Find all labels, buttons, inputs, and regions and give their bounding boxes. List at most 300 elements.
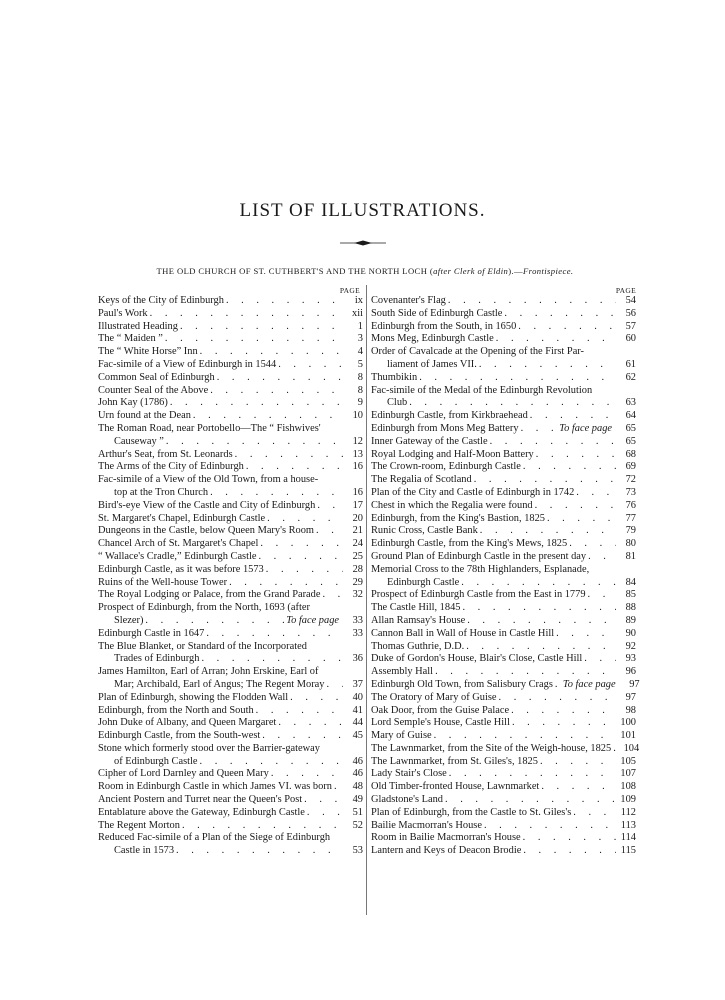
illustration-title: Ancient Postern and Turret near the Queen's Post [98, 794, 303, 806]
list-item [98, 423, 363, 436]
dot-leader [210, 385, 343, 398]
list-item [98, 768, 363, 781]
list-item [371, 692, 636, 705]
page-number: 76 [625, 499, 636, 511]
page-number: 72 [625, 474, 636, 486]
dot-leader [535, 500, 616, 513]
list-item [371, 346, 636, 359]
list-item [98, 641, 363, 654]
page-number: 10 [352, 410, 363, 422]
dot-leader [150, 308, 343, 321]
illustration-title: Dungeons in the Castle, below Queen Mary's Room [98, 525, 315, 537]
dot-leader [176, 845, 343, 858]
page-number: 28 [352, 563, 363, 575]
page-number: 93 [625, 653, 636, 665]
dot-leader [258, 551, 343, 564]
dot-leader [496, 333, 616, 346]
dot-leader [182, 820, 343, 833]
page-number: 5 [357, 358, 363, 370]
page-number: 1 [357, 320, 363, 332]
dot-leader [480, 525, 616, 538]
illustration-title: Prospect of Edinburgh Castle from the East in 1779 [371, 589, 586, 601]
dot-leader [504, 308, 616, 321]
page-number: 113 [620, 819, 636, 831]
page-number: 84 [625, 576, 636, 588]
page-number: 46 [352, 755, 363, 767]
dot-leader [235, 449, 343, 462]
list-item [98, 845, 363, 858]
list-item [371, 538, 636, 551]
list-item [98, 820, 363, 833]
page-number: 68 [625, 448, 636, 460]
illustration-title: Trades of Edinburgh [114, 653, 200, 665]
dot-leader [307, 807, 343, 820]
dot-leader [316, 525, 343, 538]
dot-leader [490, 436, 616, 449]
list-item [371, 372, 636, 385]
illustration-title: Edinburgh, from the King's Bastion, 1825 [371, 512, 545, 524]
illustration-title: Fac-simile of a View of Edinburgh in 1544 [98, 358, 277, 370]
illustration-title: Stone which formerly stood over the Barrier-gateway [98, 742, 320, 754]
page-number: 89 [625, 614, 636, 626]
dot-leader [165, 333, 343, 346]
illustration-title: Memorial Cross to the 78th Highlanders, Esplanade, [371, 563, 590, 575]
list-item [98, 538, 363, 551]
dot-leader [461, 577, 616, 590]
page-number: 32 [352, 589, 363, 601]
dot-leader [322, 589, 343, 602]
dot-leader [466, 641, 616, 654]
illustration-title: Ruins of the Well-house Tower [98, 576, 228, 588]
illustration-title: Cipher of Lord Darnley and Queen Mary [98, 768, 269, 780]
page-number: 97 [625, 691, 636, 703]
list-item [98, 564, 363, 577]
illustration-title: Bailie Macmorran's House [371, 819, 482, 831]
frontispiece-suffix: ).— [508, 266, 523, 276]
dot-leader [278, 717, 343, 730]
dot-leader [445, 794, 616, 807]
dot-leader [556, 628, 616, 641]
illustration-title: Edinburgh Castle in 1647 [98, 627, 205, 639]
page-number: 13 [352, 448, 363, 460]
dot-leader [267, 513, 343, 526]
page-number: 64 [625, 410, 636, 422]
list-item [371, 628, 636, 641]
illustration-title: Thomas Guthrie, D.D. [371, 640, 465, 652]
page-number: 8 [357, 371, 363, 383]
illustration-title: Thumbikin [371, 371, 418, 383]
list-item [371, 832, 636, 845]
page-number: 79 [625, 525, 636, 537]
dot-leader [449, 768, 616, 781]
illustration-title: liament of James VII. [387, 358, 477, 370]
dot-leader [217, 372, 343, 385]
list-item [371, 321, 636, 334]
list-item [371, 794, 636, 807]
illustration-title: The Blue Blanket, or Standard of the Incorporated [98, 640, 307, 652]
dot-leader [170, 397, 343, 410]
list-item [98, 308, 363, 321]
page-number: 44 [352, 717, 363, 729]
list-item [371, 717, 636, 730]
illustration-title: Fac-simile of the Medal of the Edinburgh Revolution [371, 384, 593, 396]
dot-leader [573, 807, 616, 820]
list-item [371, 525, 636, 538]
list-item [371, 385, 636, 398]
list-item [371, 513, 636, 526]
page-number: 98 [625, 704, 636, 716]
page-number: 109 [620, 794, 636, 806]
illustration-title: Reduced Fac-simile of a Plan of the Siege of Edinburgh [98, 832, 331, 844]
illustration-title: Assembly Hall [371, 666, 434, 678]
page-number: 48 [352, 781, 363, 793]
illustration-title: Ground Plan of Edinburgh Castle in the present day [371, 550, 587, 562]
illustration-title: Mons Meg, Edinburgh Castle [371, 333, 494, 345]
page-number: 85 [625, 589, 636, 601]
dot-leader [499, 692, 616, 705]
list-item [98, 513, 363, 526]
list-item [371, 768, 636, 781]
dot-leader [541, 781, 616, 794]
list-item [371, 666, 636, 679]
illustration-title: “ Wallace's Cradle,” Edinburgh Castle [98, 550, 257, 562]
list-item [98, 577, 363, 590]
dot-leader [547, 513, 616, 526]
illustration-title: Mary of Guise [371, 730, 432, 742]
dot-leader [334, 781, 343, 794]
dot-leader [260, 538, 343, 551]
page-number: 63 [625, 397, 636, 409]
page-number: 92 [625, 640, 636, 652]
illustration-title: Plan of Edinburgh, showing the Flodden Wall [98, 691, 289, 703]
list-item [98, 333, 363, 346]
illustration-title: Edinburgh Castle, from Kirkbraehead [371, 410, 528, 422]
frontispiece-caption [40, 266, 690, 276]
illustration-title: of Edinburgh Castle [114, 755, 198, 767]
dot-leader [256, 705, 343, 718]
list-item [98, 461, 363, 474]
list-item [98, 589, 363, 602]
page-number: 77 [625, 512, 636, 524]
illustration-title: Cannon Ball in Wall of House in Castle Hill [371, 627, 555, 639]
illustration-title: Old Timber-fronted House, Lawnmarket [371, 781, 540, 793]
right-column [371, 286, 640, 858]
dot-leader [200, 346, 343, 359]
list-item [98, 832, 363, 845]
page-number: 69 [625, 461, 636, 473]
dot-leader [317, 500, 343, 513]
page-number: ix [354, 295, 363, 306]
dot-leader [201, 653, 343, 666]
page-number: 16 [352, 486, 363, 498]
page-number: 115 [620, 845, 636, 857]
list-item [98, 615, 363, 628]
dot-leader [271, 768, 343, 781]
page-number: 100 [620, 717, 636, 729]
page-number: 37 [352, 678, 363, 690]
dot-leader [419, 372, 616, 385]
illustration-title: Chancel Arch of St. Margaret's Chapel [98, 538, 259, 550]
facing-page-note: To face page [286, 614, 339, 626]
list-item [371, 781, 636, 794]
page-number: 73 [625, 486, 636, 498]
illustration-title: Counter Seal of the Above [98, 384, 209, 396]
list-item [98, 397, 363, 410]
page-number: 114 [620, 832, 636, 844]
illustration-title: Urn found at the Dean [98, 410, 191, 422]
page-number: 8 [357, 384, 363, 396]
dot-leader [448, 295, 616, 308]
illustration-title: Royal Lodging and Half-Moon Battery [371, 448, 534, 460]
list-item [98, 730, 363, 743]
list-item [371, 410, 636, 423]
illustration-title: Allan Ramsay's House [371, 614, 466, 626]
list-item [98, 602, 363, 615]
illustration-title: The Crown-room, Edinburgh Castle [371, 461, 521, 473]
dot-leader [540, 756, 616, 769]
illustration-title: Inner Gateway of the Castle [371, 435, 488, 447]
illustration-title: Room in Bailie Macmorran's House [371, 832, 521, 844]
illustration-title: Mar; Archibald, Earl of Angus; The Regent Moray [114, 678, 325, 690]
page-column-header: PAGE [339, 286, 360, 295]
page-number: 3 [357, 333, 363, 345]
list-item [371, 474, 636, 487]
list-item [371, 359, 636, 372]
page-number: 88 [625, 602, 636, 614]
list-item [371, 730, 636, 743]
page-number: 16 [352, 461, 363, 473]
list-item [371, 449, 636, 462]
list-item [98, 500, 363, 513]
page-number: 108 [620, 781, 636, 793]
page-number: 17 [352, 499, 363, 511]
right-entries-list [371, 295, 640, 858]
facing-page-note: To face page [562, 678, 616, 690]
dot-leader [200, 756, 343, 769]
list-item [371, 333, 636, 346]
list-item [371, 423, 636, 436]
page-number: 54 [625, 295, 636, 306]
illustration-title: Room in Edinburgh Castle in which James VI. was born [98, 781, 332, 793]
list-item [371, 589, 636, 602]
dot-leader [434, 730, 616, 743]
page-number: 40 [352, 691, 363, 703]
illustration-title: Edinburgh from Mons Meg Battery [371, 422, 519, 434]
frontispiece-credit: after Clerk of Eldin [433, 266, 509, 276]
dot-leader [145, 615, 284, 628]
page-number: xii [352, 307, 363, 319]
list-item [371, 820, 636, 833]
page-number: 46 [352, 768, 363, 780]
list-item [98, 781, 363, 794]
list-item [98, 385, 363, 398]
dot-leader [246, 461, 343, 474]
page-number: 101 [620, 730, 636, 742]
page-number: 57 [625, 320, 636, 332]
column-divider [366, 285, 367, 915]
list-item [371, 742, 640, 756]
list-item [371, 461, 636, 474]
dot-leader [536, 449, 616, 462]
illustration-title: Edinburgh Castle, from the King's Mews, 1825 [371, 538, 568, 550]
dot-leader [523, 845, 616, 858]
illustration-title: The Oratory of Mary of Guise [371, 691, 497, 703]
list-item [98, 705, 363, 718]
illustration-title: The Regalia of Scotland [371, 474, 472, 486]
illustration-title: Edinburgh Old Town, from Salisbury Crags [371, 678, 553, 690]
list-item [371, 500, 636, 513]
page-number: 65 [625, 435, 636, 447]
illustration-title: Fac-simile of a View of the Old Town, from a house- [98, 474, 319, 486]
page-number: 36 [352, 653, 363, 665]
dot-leader [530, 410, 616, 423]
list-item [98, 295, 363, 308]
dot-leader [576, 487, 616, 500]
illustration-title: Club [387, 397, 408, 409]
illustration-title: Order of Cavalcade at the Opening of the First Par- [371, 346, 585, 358]
dot-leader [511, 705, 616, 718]
page-number: 52 [352, 819, 363, 831]
page-number: 20 [352, 512, 363, 524]
page-number: 62 [625, 371, 636, 383]
page-number: 65 [625, 422, 636, 434]
illustration-title: Oak Door, from the Guise Palace [371, 704, 510, 716]
dot-leader [521, 423, 558, 436]
list-item [371, 436, 636, 449]
page-number: 25 [352, 550, 363, 562]
list-item [371, 577, 636, 590]
list-item [371, 641, 636, 654]
illustration-title: John Kay (1786) [98, 397, 168, 409]
frontispiece-title: THE OLD CHURCH OF ST. CUTHBERT'S AND THE NORTH LOCH ( [156, 266, 434, 276]
list-item [98, 653, 363, 666]
illustration-title: St. Margaret's Chapel, Edinburgh Castle [98, 512, 266, 524]
illustration-title: Slezer) [114, 614, 144, 626]
illustration-title: Bird's-eye View of the Castle and City of Edinburgh [98, 499, 316, 511]
page-number: 96 [625, 666, 636, 678]
page-number: 97 [629, 678, 640, 690]
page-number: 53 [352, 845, 363, 857]
page-number: 104 [623, 742, 640, 754]
dot-leader [462, 602, 616, 615]
page-number: 12 [352, 435, 363, 447]
dot-leader [290, 692, 343, 705]
page-number: 80 [625, 538, 636, 550]
illustration-title: The “ Maiden ” [98, 333, 163, 345]
dot-leader [512, 717, 616, 730]
facing-page-note: To face page [559, 422, 612, 434]
illustration-title: South Side of Edinburgh Castle [371, 307, 503, 319]
page-number: 49 [352, 794, 363, 806]
dot-leader [523, 461, 616, 474]
page-number: 33 [352, 627, 363, 639]
illustration-title: The Roman Road, near Portobello—The “ Fishwives' [98, 422, 321, 434]
page-number: 56 [625, 307, 636, 319]
page-number: 24 [352, 538, 363, 550]
illustration-title: Common Seal of Edinburgh [98, 371, 215, 383]
page-number: 105 [620, 755, 636, 767]
dot-leader [409, 397, 616, 410]
list-item [371, 756, 636, 769]
list-item [98, 372, 363, 385]
illustration-title: Gladstone's Land [371, 794, 443, 806]
dot-leader [304, 794, 343, 807]
list-item [371, 295, 636, 308]
page-title: LIST OF ILLUSTRATIONS. [239, 200, 486, 221]
illustration-title: Causeway ” [114, 435, 164, 447]
illustration-title: Duke of Gordon's House, Blair's Close, Castle Hill [371, 653, 583, 665]
list-item [98, 666, 363, 679]
illustration-title: Prospect of Edinburgh, from the North, 1693 (after [98, 602, 310, 614]
illustration-title: The Royal Lodging or Palace, from the Grand Parade [98, 589, 321, 601]
dot-leader [569, 538, 616, 551]
dot-leader [555, 679, 561, 692]
list-item [371, 551, 636, 564]
illustration-title: Castle in 1573 [114, 845, 175, 857]
page-number: 107 [620, 768, 636, 780]
page-number: 4 [357, 346, 363, 358]
list-item [98, 679, 363, 692]
page-number: 51 [352, 806, 363, 818]
list-item [98, 449, 363, 462]
dot-leader [484, 820, 616, 833]
illustration-title: Arthur's Seat, from St. Leonards [98, 448, 233, 460]
illustration-title: Runic Cross, Castle Bank [371, 525, 478, 537]
dot-leader [435, 666, 616, 679]
dot-leader [266, 564, 343, 577]
list-item [371, 845, 636, 858]
illustration-title: Paul's Work [98, 307, 148, 319]
list-item [371, 807, 636, 820]
illustration-title: The Arms of the City of Edinburgh [98, 461, 244, 473]
dot-leader [518, 321, 616, 334]
list-item [98, 743, 363, 756]
dot-leader [278, 359, 343, 372]
page-number: 81 [625, 550, 636, 562]
list-item [98, 525, 363, 538]
illustration-title: Plan of the City and Castle of Edinburgh in 1742 [371, 486, 575, 498]
page-number: 41 [352, 704, 363, 716]
illustration-title: Edinburgh Castle [387, 576, 460, 588]
list-item [98, 692, 363, 705]
left-column [98, 287, 363, 858]
dot-leader [326, 679, 343, 692]
dot-leader [474, 474, 616, 487]
list-item [98, 628, 363, 641]
page-number: 61 [625, 358, 636, 370]
list-item [98, 410, 363, 423]
page-number: 90 [625, 627, 636, 639]
dot-leader [467, 615, 616, 628]
frontispiece-tag: Frontispiece. [523, 266, 574, 276]
page-number: 9 [357, 397, 363, 409]
illustration-title: John Duke of Albany, and Queen Margaret [98, 717, 277, 729]
list-item [371, 397, 636, 410]
dot-leader [588, 551, 616, 564]
illustration-title: top at the Tron Church [114, 486, 209, 498]
dot-leader [262, 730, 343, 743]
list-item [98, 474, 363, 487]
illustration-title: Entablature above the Gateway, Edinburgh Castle [98, 806, 305, 818]
dot-leader [193, 410, 343, 423]
list-item [371, 564, 636, 577]
illustration-title: James Hamilton, Earl of Arran; John Erskine, Earl of [98, 666, 319, 678]
illustration-title: The Regent Morton [98, 819, 180, 831]
illustration-title: Lady Stair's Close [371, 768, 447, 780]
dot-leader [523, 832, 616, 845]
page-number: 112 [620, 806, 636, 818]
list-item [98, 717, 363, 730]
